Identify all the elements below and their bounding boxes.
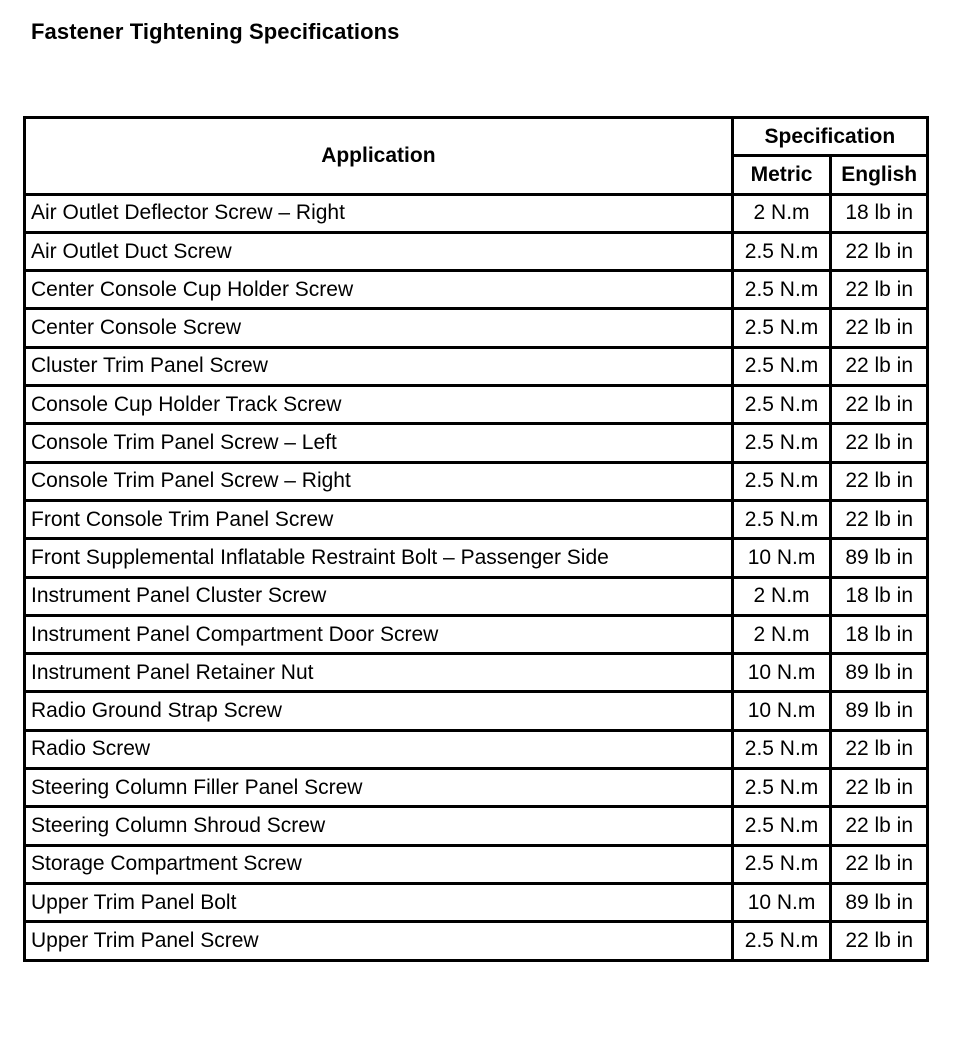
english-cell: 22 lb in bbox=[831, 807, 928, 845]
table-body bbox=[25, 194, 928, 960]
table-row bbox=[25, 654, 928, 692]
application-cell: Console Trim Panel Screw – Right bbox=[25, 462, 733, 500]
english-cell: 18 lb in bbox=[831, 194, 928, 232]
english-cell: 22 lb in bbox=[831, 309, 928, 347]
english-cell: 22 lb in bbox=[831, 232, 928, 270]
application-cell: Steering Column Shroud Screw bbox=[25, 807, 733, 845]
english-cell: 22 lb in bbox=[831, 500, 928, 538]
application-cell: Storage Compartment Screw bbox=[25, 845, 733, 883]
application-cell: Radio Screw bbox=[25, 730, 733, 768]
metric-cell: 2 N.m bbox=[732, 577, 831, 615]
metric-cell: 2.5 N.m bbox=[732, 232, 831, 270]
metric-cell: 2 N.m bbox=[732, 194, 831, 232]
table-row bbox=[25, 615, 928, 653]
application-cell: Console Trim Panel Screw – Left bbox=[25, 424, 733, 462]
english-cell: 89 lb in bbox=[831, 654, 928, 692]
metric-cell: 10 N.m bbox=[732, 654, 831, 692]
metric-header: Metric bbox=[732, 156, 831, 194]
table-row bbox=[25, 232, 928, 270]
english-cell: 22 lb in bbox=[831, 922, 928, 960]
metric-cell: 2.5 N.m bbox=[732, 309, 831, 347]
page-title: Fastener Tightening Specifications bbox=[31, 19, 400, 44]
english-header: English bbox=[831, 156, 928, 194]
metric-cell: 10 N.m bbox=[732, 539, 831, 577]
table-header bbox=[25, 118, 928, 195]
table-row bbox=[25, 194, 928, 232]
application-cell: Radio Ground Strap Screw bbox=[25, 692, 733, 730]
metric-cell: 2.5 N.m bbox=[732, 271, 831, 309]
table-row bbox=[25, 271, 928, 309]
application-cell: Air Outlet Deflector Screw – Right bbox=[25, 194, 733, 232]
metric-cell: 2.5 N.m bbox=[732, 424, 831, 462]
metric-cell: 2.5 N.m bbox=[732, 500, 831, 538]
application-cell: Instrument Panel Cluster Screw bbox=[25, 577, 733, 615]
english-cell: 22 lb in bbox=[831, 271, 928, 309]
metric-cell: 10 N.m bbox=[732, 883, 831, 921]
application-cell: Instrument Panel Retainer Nut bbox=[25, 654, 733, 692]
english-cell: 22 lb in bbox=[831, 347, 928, 385]
english-cell: 22 lb in bbox=[831, 424, 928, 462]
application-header: Application bbox=[25, 118, 733, 195]
application-cell: Upper Trim Panel Screw bbox=[25, 922, 733, 960]
table-row bbox=[25, 462, 928, 500]
application-cell: Cluster Trim Panel Screw bbox=[25, 347, 733, 385]
english-cell: 89 lb in bbox=[831, 692, 928, 730]
english-cell: 89 lb in bbox=[831, 539, 928, 577]
table-row bbox=[25, 807, 928, 845]
table-row bbox=[25, 692, 928, 730]
specification-header: Specification bbox=[732, 118, 927, 156]
application-cell: Console Cup Holder Track Screw bbox=[25, 386, 733, 424]
metric-cell: 2.5 N.m bbox=[732, 386, 831, 424]
english-cell: 22 lb in bbox=[831, 769, 928, 807]
metric-cell: 2.5 N.m bbox=[732, 769, 831, 807]
table-row bbox=[25, 577, 928, 615]
english-cell: 18 lb in bbox=[831, 615, 928, 653]
metric-cell: 10 N.m bbox=[732, 692, 831, 730]
table-row bbox=[25, 539, 928, 577]
application-cell: Front Console Trim Panel Screw bbox=[25, 500, 733, 538]
table-row bbox=[25, 347, 928, 385]
english-cell: 18 lb in bbox=[831, 577, 928, 615]
table-row bbox=[25, 424, 928, 462]
english-cell: 22 lb in bbox=[831, 845, 928, 883]
table-row bbox=[25, 730, 928, 768]
metric-cell: 2.5 N.m bbox=[732, 347, 831, 385]
application-cell: Center Console Cup Holder Screw bbox=[25, 271, 733, 309]
table-row bbox=[25, 922, 928, 960]
english-cell: 22 lb in bbox=[831, 386, 928, 424]
table-row bbox=[25, 769, 928, 807]
metric-cell: 2.5 N.m bbox=[732, 845, 831, 883]
table-row bbox=[25, 500, 928, 538]
fastener-spec-table bbox=[23, 116, 929, 962]
application-cell: Center Console Screw bbox=[25, 309, 733, 347]
application-cell: Steering Column Filler Panel Screw bbox=[25, 769, 733, 807]
application-cell: Upper Trim Panel Bolt bbox=[25, 883, 733, 921]
application-cell: Front Supplemental Inflatable Restraint Bolt – Passenger Side bbox=[25, 539, 733, 577]
table-row bbox=[25, 845, 928, 883]
application-cell: Instrument Panel Compartment Door Screw bbox=[25, 615, 733, 653]
english-cell: 22 lb in bbox=[831, 730, 928, 768]
english-cell: 89 lb in bbox=[831, 883, 928, 921]
table-row bbox=[25, 883, 928, 921]
application-cell: Air Outlet Duct Screw bbox=[25, 232, 733, 270]
table-row bbox=[25, 309, 928, 347]
metric-cell: 2 N.m bbox=[732, 615, 831, 653]
metric-cell: 2.5 N.m bbox=[732, 730, 831, 768]
table-row bbox=[25, 386, 928, 424]
metric-cell: 2.5 N.m bbox=[732, 807, 831, 845]
english-cell: 22 lb in bbox=[831, 462, 928, 500]
metric-cell: 2.5 N.m bbox=[732, 922, 831, 960]
metric-cell: 2.5 N.m bbox=[732, 462, 831, 500]
